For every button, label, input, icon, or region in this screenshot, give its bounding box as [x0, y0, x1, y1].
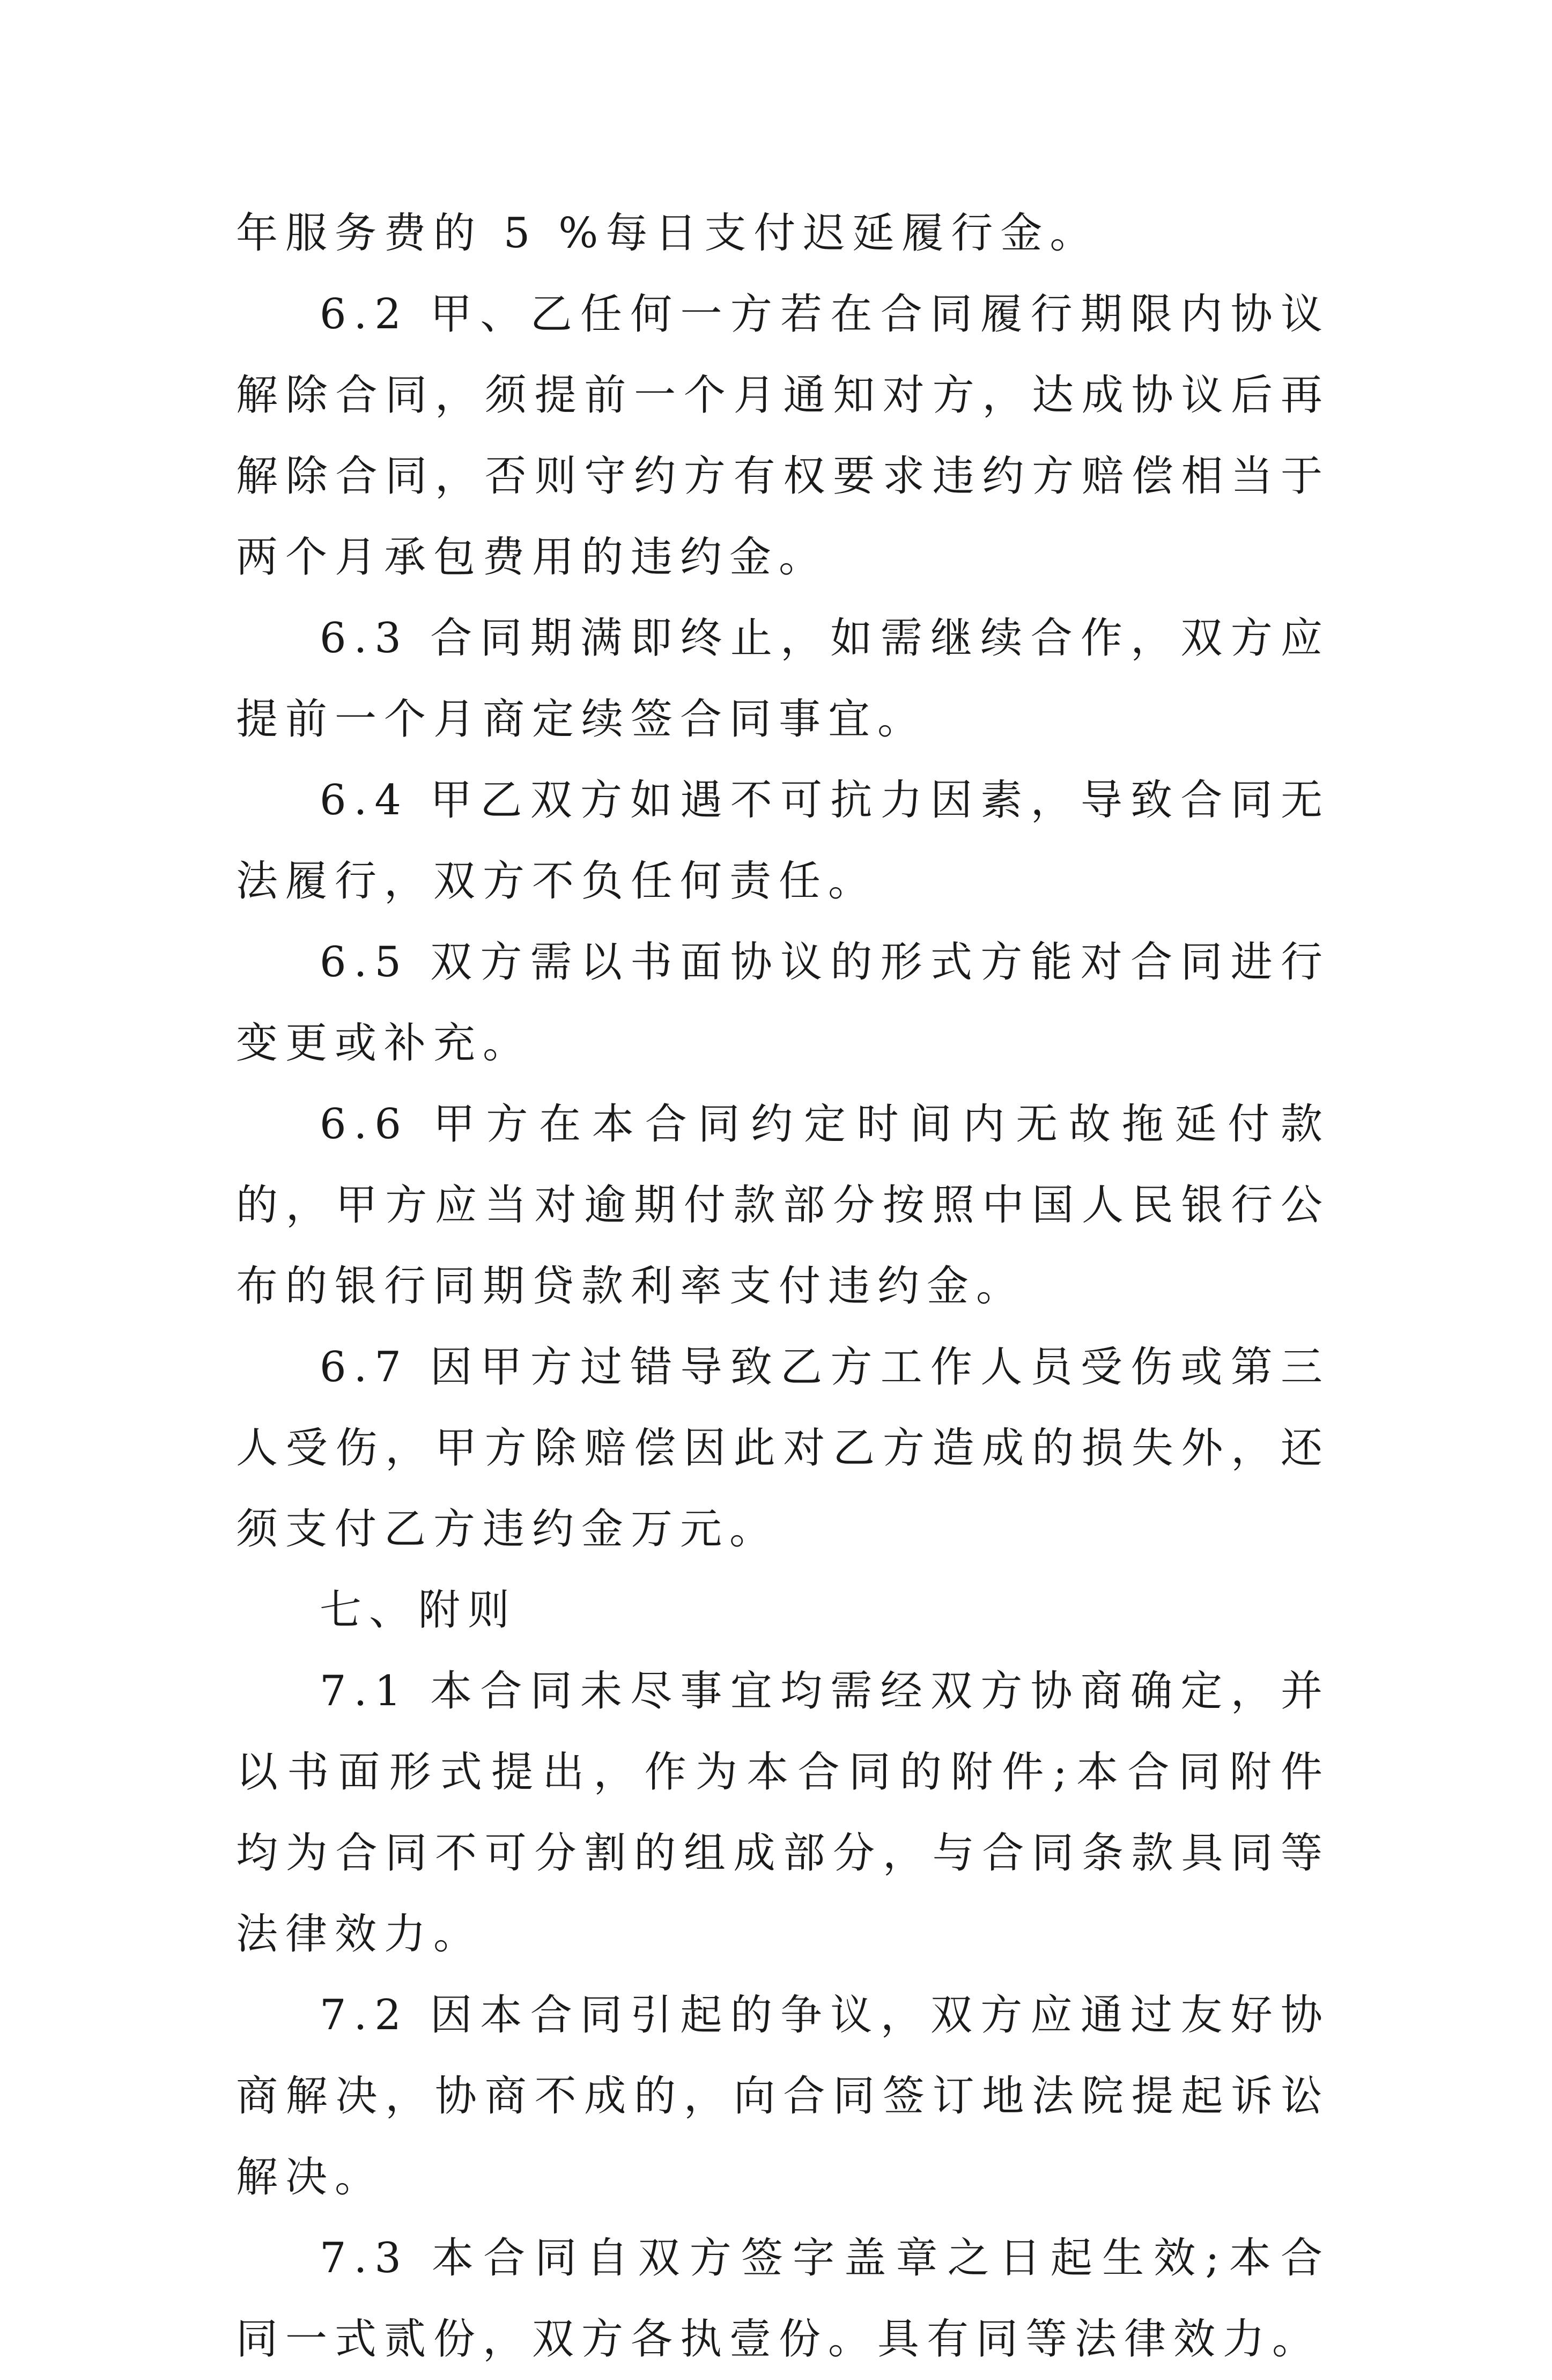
clause-6-5: 6.5 双方需以书面协议的形式方能对合同进行变更或补充。 — [236, 938, 1330, 1067]
clause-7-1: 7.1 本合同未尽事宜均需经双方协商确定，并以书面形式提出，作为本合同的附件;本合同附件均为合同不可分割的组成部分，与合同条款具同等法律效力。 — [236, 1667, 1330, 1958]
clause-6-4: 6.4 甲乙双方如遇不可抗力因素，导致合同无法履行，双方不负任何责任。 — [236, 776, 1330, 905]
section-heading-7: 七、附则 — [320, 1586, 518, 1634]
document-body — [236, 193, 1330, 2380]
clause-6-2: 6.2 甲、乙任何一方若在合同履行期限内协议解除合同，须提前一个月通知对方，达成协议后再解除合同，否则守约方有权要求违约方赔偿相当于两个月承包费用的违约金。 — [236, 290, 1330, 581]
paragraph-continuation: 年服务费的 5 %每日支付迟延履行金。 — [236, 209, 1099, 257]
clause-6-6: 6.6 甲方在本合同约定时间内无故拖延付款的，甲方应当对逾期付款部分按照中国人民银行公布的银行同期贷款利率支付违约金。 — [236, 1100, 1330, 1310]
clause-7-2: 7.2 因本合同引起的争议，双方应通过友好协商解决，协商不成的，向合同签订地法院提起诉讼解决。 — [236, 1991, 1330, 2201]
clause-6-7: 6.7 因甲方过错导致乙方工作人员受伤或第三人受伤，甲方除赔偿因此对乙方造成的损失外，还须支付乙方违约金万元。 — [236, 1343, 1330, 1553]
clause-6-3: 6.3 合同期满即终止，如需继续合作，双方应提前一个月商定续签合同事宜。 — [236, 614, 1330, 743]
clause-7-3: 7.3 本合同自双方签字盖章之日起生效;本合同一式贰份，双方各执壹份。具有同等法律效力。 — [236, 2234, 1330, 2363]
